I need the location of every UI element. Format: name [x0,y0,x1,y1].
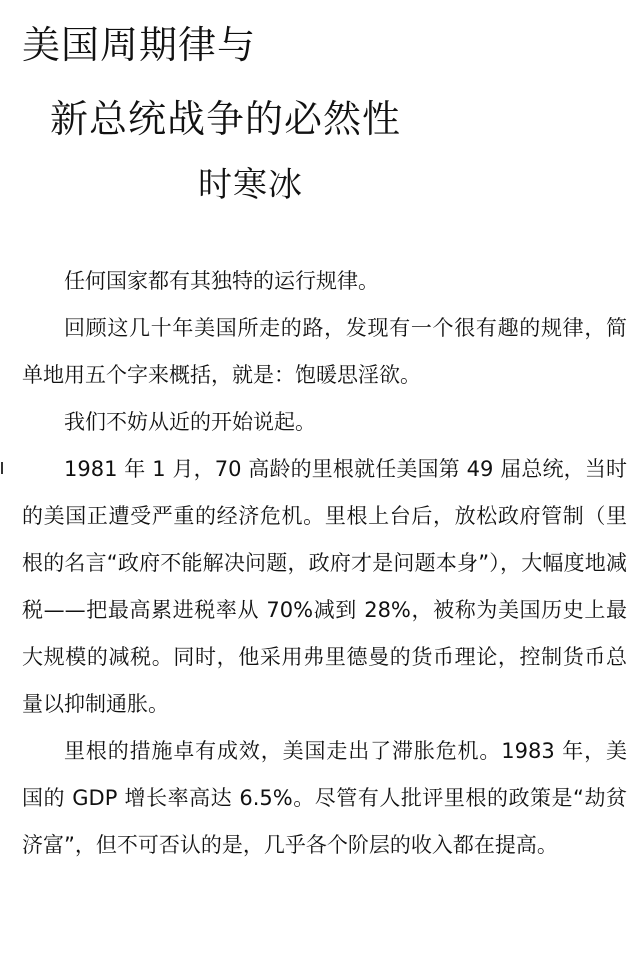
article-body [22,258,627,869]
title-line-1: 美国周期律与 [22,23,257,67]
edge-mark [1,462,3,474]
paragraph-2: 回顾这几十年美国所走的路，发现有一个很有趣的规律，简单地用五个字来概括，就是：饱暖思淫欲。 [22,316,627,387]
paragraph-1: 任何国家都有其独特的运行规律。 [64,269,379,293]
title-line-2: 新总统战争的必然性 [50,97,402,141]
paragraph-4: 1981 年 1 月，70 高龄的里根就任美国第 49 届总统，当时的美国正遭受严重的经济危机。里根上台后，放松政府管制（里根的名言“政府不能解决问题，政府才是问题本身”），大幅度地减税——把最高累进税率从 70%减到 28%，被称为美国历史上最大规模的减税。同时，他采用弗里德曼的货币理论，控制货币总量以抑制通胀。 [22,457,627,716]
paragraph-5: 里根的措施卓有成效，美国走出了滞胀危机。1983 年，美国的 GDP 增长率高达 6.5%。尽管有人批评里根的政策是“劫贫济富”，但不可否认的是，几乎各个阶层的收入都在提高。 [22,739,627,857]
author-name: 时寒冰 [198,165,303,205]
paragraph-3: 我们不妨从近的开始说起。 [64,410,316,434]
